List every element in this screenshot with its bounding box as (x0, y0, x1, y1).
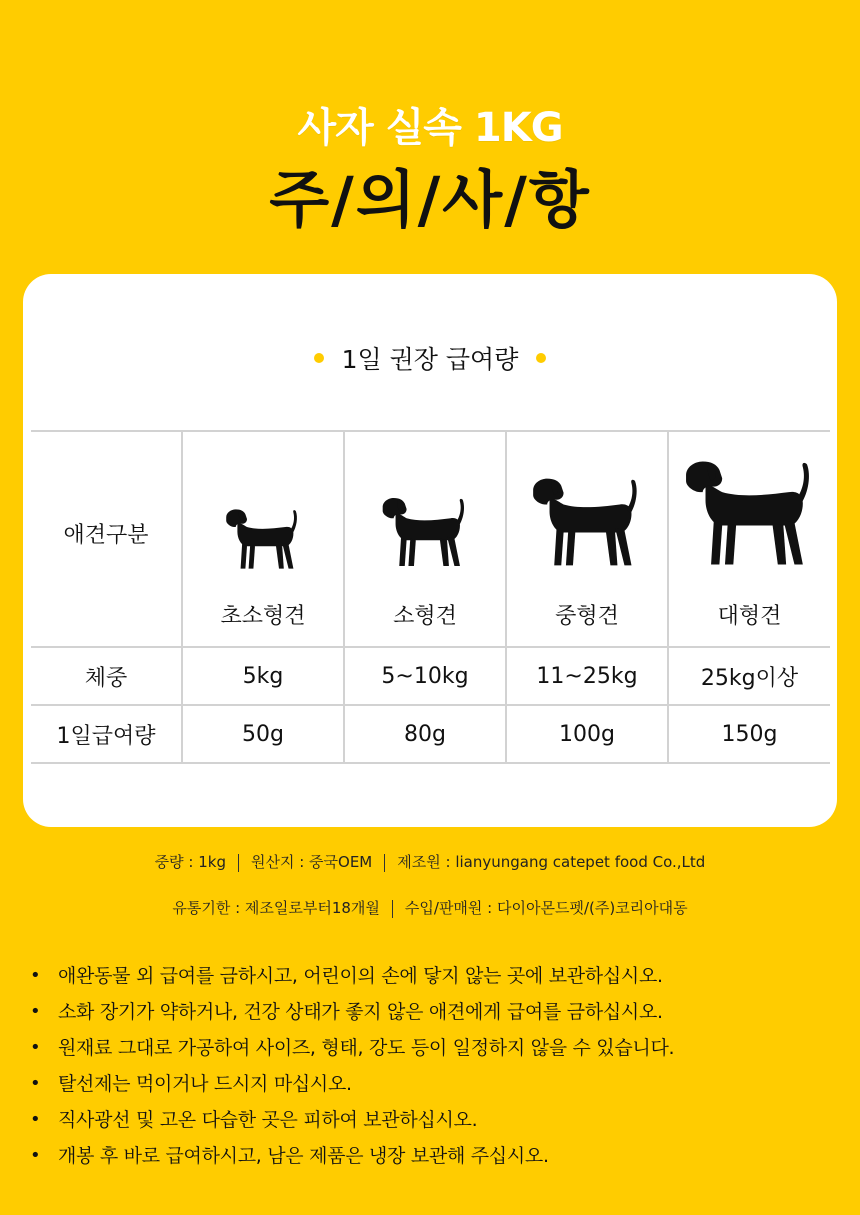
page-title: 주/의/사/항 (269, 163, 591, 236)
expiry-info: 유통기한 : 제조일로부터18개월 (172, 899, 380, 917)
table-cell: 5~10kg (344, 647, 506, 705)
table-cell: 150g (668, 705, 830, 763)
table-cell: 25kg이상 (668, 647, 830, 705)
row-label-weight: 체중 (31, 647, 182, 705)
info-line-1 (0, 851, 860, 872)
card-heading (0, 340, 860, 376)
row-label-daily-amount: 1일급여량 (31, 705, 182, 763)
manufacturer-info: 제조원 : lianyungang catepet food Co.,Ltd (397, 853, 706, 871)
feeding-table (31, 430, 830, 764)
table-cell: 11~25kg (506, 647, 668, 705)
list-item: • 직사광선 및 고온 다습한 곳은 피하여 보관하십시오. (30, 1102, 674, 1138)
info-line-2 (0, 897, 860, 918)
large-dog-icon (680, 456, 820, 570)
table-cell: 5kg (182, 647, 344, 705)
small-dog-icon (223, 506, 303, 572)
weight-info: 중량 : 1kg (154, 853, 226, 871)
list-item: • 원재료 그대로 가공하여 사이즈, 형태, 강도 등이 일정하지 않을 수 있습니다. (30, 1030, 674, 1066)
medium-dog-icon (528, 474, 646, 570)
origin-info: 원산지 : 중국OEM (250, 853, 373, 871)
bullet-dot-left (314, 353, 324, 363)
size-label-large: 대형견 (717, 604, 782, 629)
table-cell: 50g (182, 705, 344, 763)
list-item: • 애완동물 외 급여를 금하시고, 어린이의 손에 닿지 않는 곳에 보관하십시오. (30, 958, 674, 994)
table-row (31, 705, 830, 763)
table-row (31, 647, 830, 705)
small-dog-icon (379, 494, 471, 570)
importer-info: 수입/판매원 : 다이아몬드펫/(주)코리아대동 (404, 899, 688, 917)
size-label-extra-small: 초소형견 (220, 604, 306, 629)
divider (392, 900, 393, 918)
divider (384, 854, 385, 872)
size-label-medium: 중형견 (555, 604, 619, 629)
card-heading-text: 1일 권장 급여량 (341, 345, 519, 374)
product-subtitle: 사자 실속 1KG (297, 105, 563, 151)
table-header-row (31, 431, 830, 647)
bullet-dot-right (536, 353, 546, 363)
size-label-small: 소형견 (393, 604, 457, 629)
list-item: • 소화 장기가 약하거나, 건강 상태가 좋지 않은 애견에게 급여를 금하십시오. (30, 994, 674, 1030)
table-cell: 100g (506, 705, 668, 763)
divider (238, 854, 239, 872)
table-cell: 80g (344, 705, 506, 763)
list-item: • 탈선제는 먹이거나 드시지 마십시오. (30, 1066, 674, 1102)
caution-list (30, 958, 674, 1174)
category-label: 애견구분 (31, 431, 182, 647)
list-item: • 개봉 후 바로 급여하시고, 남은 제품은 냉장 보관해 주십시오. (30, 1138, 674, 1174)
